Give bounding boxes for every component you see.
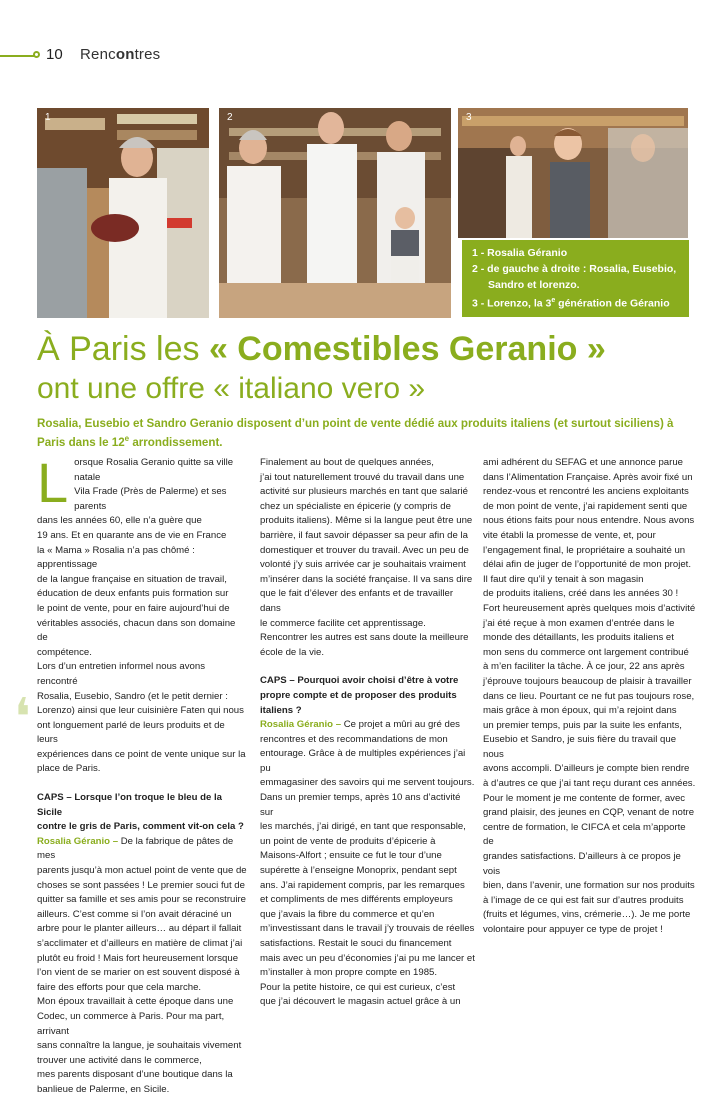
text-line: Pour la petite histoire, ce qui est curieux, c’est bbox=[260, 981, 456, 993]
text-line: que le fait d’élever des enfants et de travailler dans bbox=[260, 588, 454, 614]
text-line: véritables associés, chacun dans son domaine de bbox=[37, 617, 236, 644]
text-line: parents jusqu’à mon actuel point de vente que de bbox=[37, 865, 247, 877]
text-line: Rencontrer les autres est sans doute la meilleure bbox=[260, 632, 469, 644]
text-line: éducation de deux enfants puis formation sur bbox=[37, 588, 229, 600]
text-line: rendez-vous et rencontré les anciens exploitants bbox=[483, 486, 689, 498]
text-line: barrière, il faut savoir dépasser sa peur afin de la bbox=[260, 529, 468, 541]
text-line: emmagasiner des savoirs qui me servent toujours. bbox=[260, 777, 475, 789]
text-line: l’engagement final, le propriétaire a souhaité un bbox=[483, 544, 686, 556]
text-line: Mon époux travaillait à cette époque dans une bbox=[37, 996, 234, 1008]
text-line: Fort heureusement après quelques mois d’activité bbox=[483, 602, 696, 614]
text-line: dans ce lieu. Pourtant ce ne fut pas toujours rose, bbox=[483, 690, 695, 702]
text-line: Rosalia Géranio – Ce projet a mûri au gré des bbox=[260, 719, 460, 731]
text-line: choses se sont passées ! Le premier souci fut de bbox=[37, 879, 245, 891]
photo-number: 3 bbox=[466, 112, 472, 123]
column-2 bbox=[260, 456, 475, 1010]
text-line: expériences dans ce point de vente unique sur la bbox=[37, 748, 246, 760]
text-line: les marchés, j’ai dirigé, en tant que responsable, bbox=[260, 821, 466, 833]
text-line: m’insérer dans la société française. Il va sans dire bbox=[260, 573, 473, 585]
article-title-line2: ont une offre « italiano vero » bbox=[37, 372, 426, 405]
text-line: trouver une activité dans le commerce, bbox=[37, 1054, 202, 1066]
question: italiens ? bbox=[260, 704, 302, 716]
text-line: dans l’Alimentation Française. Après avoir fixé un bbox=[483, 471, 693, 483]
text-line: Finalement au bout de quelques années, bbox=[260, 457, 434, 468]
text-line: sans connaître la langue, je souhaitais vivement bbox=[37, 1040, 242, 1052]
text-line: ailleurs. C’est comme si l’on avait déraciné un bbox=[37, 908, 232, 920]
text-line: m’investissant dans le travail j’y trouvais de réelles bbox=[260, 923, 475, 935]
header-circle-icon bbox=[33, 51, 40, 58]
photo-3 bbox=[458, 108, 688, 238]
text-line: j’ai tout naturellement trouvé du travail dans une bbox=[260, 471, 465, 483]
text-line: avons accompli. D’ailleurs je compte bien rendre bbox=[483, 763, 690, 775]
text-line: (fruits et légumes, vins, crémerie…). Je me porte bbox=[483, 909, 691, 921]
text-line: ont longuement parlé de leurs produits et de leurs bbox=[37, 719, 225, 746]
text-line: j’ai été reçue à mon examen d’entrée dans le bbox=[483, 617, 675, 629]
text-line: arbre pour le planter ailleurs… au départ il fallait bbox=[37, 923, 242, 935]
text-line: supérette à l’enseigne Monoprix, pendant sept bbox=[260, 865, 457, 877]
text-line: monde des détaillants, les produits italiens et bbox=[483, 632, 674, 644]
text-line: que j’ai découvert le magasin actuel grâce à un bbox=[260, 996, 461, 1008]
header-rule bbox=[0, 55, 34, 57]
text-line: école de la vie. bbox=[260, 646, 324, 658]
text-line: le commerce facilite cet apprentissage. bbox=[260, 617, 426, 629]
text-line: volontaire pour appuyer ce type de projet ! bbox=[483, 924, 663, 935]
photo-3-image bbox=[458, 108, 688, 238]
text-line: mais grâce à mon époux, qui m’a rejoint dans bbox=[483, 705, 677, 717]
photo-2 bbox=[219, 108, 451, 318]
text-line: bien, dans l’avenir, une formation sur nos produits bbox=[483, 880, 695, 892]
text-line: satisfactions. Restait le souci du financement bbox=[260, 938, 452, 949]
text-line: chez un spécialiste en épicerie (y compris de bbox=[260, 500, 451, 512]
text-line: de mon point de vente, j’ai rapidement senti que bbox=[483, 500, 688, 512]
photo-1 bbox=[37, 108, 209, 318]
photo-number: 1 bbox=[45, 112, 51, 123]
photo-caption bbox=[462, 240, 689, 317]
text-line: que j’avais la fibre du commerce et qu’en bbox=[260, 908, 435, 920]
text-line: délai afin de juger de l’opportunité de mon projet. bbox=[483, 559, 692, 571]
text-line: compétence. bbox=[37, 646, 92, 658]
text-line: ans. J’ai rapidement compris, par les remarques bbox=[260, 879, 465, 891]
text-line: à m’en faciliter la tâche. À ce jour, 22 ans après bbox=[483, 661, 685, 673]
text-line: entourage. Grâce à de multiples expériences j’ai pu bbox=[260, 748, 466, 774]
text-line: domestiquer et trouver du travail. Avec un peu de bbox=[260, 544, 469, 556]
text-line: à d’autres ce que j’ai tant reçu durant ces années. bbox=[483, 778, 696, 790]
text-line: Maisons-Alfort ; ensuite ce fut le tour d’une bbox=[260, 850, 442, 862]
text-line: quitter sa famille et ses amis pour se reconstruire bbox=[37, 894, 247, 906]
text-line: Pour le moment je me contente de former, avec bbox=[483, 792, 686, 804]
text-line: ami adhérent du SEFAG et une annonce parue bbox=[483, 457, 684, 468]
text-line: à l’image de ce qui est fait sur d’autres produits bbox=[483, 894, 684, 906]
section-title: Rencontres bbox=[80, 46, 161, 63]
text-line: 19 ans. Et en quarante ans de vie en France bbox=[37, 529, 227, 541]
question: contre le gris de Paris, comment vit-on cela ? bbox=[37, 821, 244, 833]
text-line: Il faut dire qu’il y tenait à son magasin bbox=[483, 573, 644, 585]
text-line: activité sur plusieurs marchés en tant que salarié bbox=[260, 486, 468, 498]
text-line: Rosalia, Eusebio, Sandro (et le petit dernier : bbox=[37, 690, 228, 702]
text-line: plutôt eu froid ! Mais fort heureusement lorsque bbox=[37, 952, 239, 964]
column-3 bbox=[483, 456, 698, 938]
text-line: centre de formation, le CIFCA et cela m’apporte de bbox=[483, 821, 686, 848]
caption-line: 1 - Rosalia Géranio bbox=[472, 247, 568, 259]
photo-number: 2 bbox=[227, 112, 233, 123]
text-line: volonté j’y suis arrivée car je souhaitais vraiment bbox=[260, 559, 466, 571]
page-number: 10 bbox=[46, 46, 63, 63]
text-line: grand plaisir, des jeunes en CQP, venant de notre bbox=[483, 807, 695, 819]
text-line: un point de vente de produits d’épicerie à bbox=[260, 835, 436, 847]
text-line: j’éprouve toujours beaucoup de plaisir à travailler bbox=[483, 675, 692, 687]
text-line: mon sens du commerce ont largement contribué bbox=[483, 646, 689, 658]
text-line: s’acclimater et d’ailleurs en matière de climat j’ai bbox=[37, 938, 243, 949]
text-line: Dans un premier temps, après 10 ans d’activité sur bbox=[260, 792, 461, 818]
text-line: mes parents disposant d’une boutique dans la bbox=[37, 1069, 233, 1081]
text-line: Rosalia Géranio – De la fabrique de pâtes de mes bbox=[37, 835, 234, 862]
text-line: place de Paris. bbox=[37, 763, 101, 775]
text-line: Eusebio et Sandro, je suis fière du travail que nous bbox=[483, 734, 677, 760]
question: CAPS – Lorsque l’on troque le bleu de la Sicile bbox=[37, 792, 222, 818]
text-line: m’installer à mon propre compte en 1985. bbox=[260, 967, 438, 979]
text-line: produits italiens). Même si la langue peut être une bbox=[260, 515, 473, 527]
text-line: Vila Frade (Près de Palerme) et ses parents bbox=[74, 486, 227, 512]
text-line: l’on vient de se marier on est souvent disposé à bbox=[37, 967, 240, 979]
text-line: Lors d’un entretien informel nous avons rencontré bbox=[37, 661, 205, 687]
text-line: dans les années 60, elle n’a guère que bbox=[37, 515, 202, 527]
text-line: un premier temps, puis par la suite les enfants, bbox=[483, 719, 682, 731]
text-line: rencontres et des recommandations de mon bbox=[260, 733, 448, 745]
text-line: orsque Rosalia Geranio quitte sa ville natale bbox=[74, 457, 234, 483]
caption-line: Sandro et lorenzo. bbox=[488, 279, 580, 291]
drop-cap: L bbox=[37, 451, 69, 514]
text-line: grandes satisfactions. D’ailleurs à ce propos je vois bbox=[483, 851, 681, 877]
photo-2-image bbox=[219, 108, 451, 318]
text-line: vite établi la promesse de vente, et, pour bbox=[483, 529, 656, 541]
question: propre compte et de proposer des produits bbox=[260, 689, 457, 701]
text-line: mais avec un peu d’économies j’ai pu me lancer et bbox=[260, 952, 475, 964]
text-line: et compliments de mes différents employeurs bbox=[260, 894, 453, 906]
caption-line: 2 - de gauche à droite : Rosalia, Eusebio, bbox=[472, 263, 677, 275]
text-line: Lorenzo) ainsi que leur cuisinière Faten qui nous bbox=[37, 705, 244, 717]
text-line: Codec, un commerce à Paris. Pour ma part, arrivant bbox=[37, 1010, 225, 1037]
caption-line: 3 - Lorenzo, la 3e génération de Géranio bbox=[472, 297, 670, 310]
text-line: banlieue de Palerme, en Sicile. bbox=[37, 1083, 170, 1095]
photo-1-image bbox=[37, 108, 209, 318]
text-line: de la langue française en situation de travail, bbox=[37, 573, 227, 585]
text-line: de produits italiens, créé dans les années 30 ! bbox=[483, 588, 679, 600]
article-lead: Rosalia, Eusebio et Sandro Geranio disposent d’un point de vente dédié aux produits italiens (et surtout siciliens) à Paris dans le 12e arrondissement. bbox=[37, 417, 674, 449]
text-line: faire des efforts pour que cela marche. bbox=[37, 981, 202, 993]
question: CAPS – Pourquoi avoir choisi d’être à votre bbox=[260, 675, 459, 687]
quote-mark-icon: ❛ bbox=[14, 688, 31, 748]
text-line: le point de vente, pour en faire aujourd’hui de bbox=[37, 602, 230, 614]
text-line: la « Mama » Rosalia n’a pas chômé : apprentissage bbox=[37, 544, 195, 571]
article-title: À Paris les « Comestibles Geranio » bbox=[37, 330, 606, 368]
column-1 bbox=[37, 451, 247, 1098]
text-line: nous étions faits pour nous entendre. Nous avons bbox=[483, 515, 695, 527]
